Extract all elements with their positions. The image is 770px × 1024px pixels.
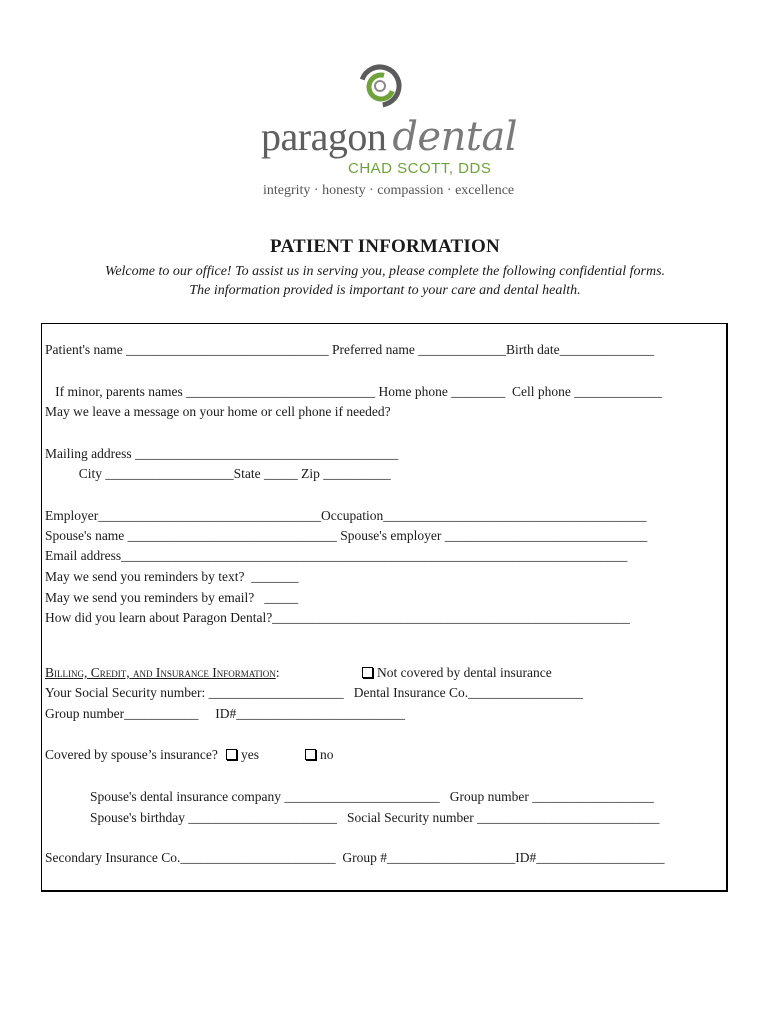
logo-tagline: integrity · honesty · compassion · excellence (263, 183, 515, 198)
paragon-dental-logo (250, 62, 530, 207)
intro-line-2: The information provided is important to your care and dental health. (189, 283, 581, 298)
covered-no-checkbox[interactable] (305, 749, 316, 760)
covered-yes-label: yes (241, 747, 259, 762)
not-covered-option[interactable] (362, 665, 552, 681)
group-id-line[interactable]: Group number___________ ID#_________________________ (45, 706, 405, 721)
email-address-line[interactable]: Email address___________________________________________________________________________ (45, 548, 628, 563)
patient-name-line[interactable]: Patient's name ______________________________ Preferred name _____________Birth date______________ (45, 342, 655, 357)
covered-yes-checkbox[interactable] (226, 749, 237, 760)
spouse-name-line[interactable]: Spouse's name _______________________________ Spouse's employer ______________________________ (45, 528, 648, 543)
spouse-insurance-line[interactable]: Spouse's dental insurance company _______________________ Group number __________________ (90, 789, 654, 804)
covered-yes-option[interactable] (226, 747, 259, 763)
parents-phone-line[interactable]: If minor, parents names ____________________________ Home phone ________ Cell phone _____________ (45, 384, 663, 399)
leave-message-line[interactable]: May we leave a message on your home or cell phone if needed? (45, 404, 391, 419)
city-state-zip-line[interactable]: City ___________________State _____ Zip __________ (45, 466, 391, 481)
covered-no-label: no (320, 747, 334, 762)
intro-line-1: Welcome to our office! To assist us in serving you, please complete the following confidential forms. (104, 264, 666, 279)
not-covered-checkbox[interactable] (362, 667, 373, 678)
text-reminders-line[interactable]: May we send you reminders by text? _______ (45, 569, 299, 584)
covered-no-option[interactable] (305, 747, 334, 763)
billing-heading (45, 665, 280, 681)
billing-heading-text: Billing, Credit, and Insurance Information (45, 665, 276, 680)
logo-swirl-icon (356, 62, 404, 110)
page-title: PATIENT INFORMATION (270, 236, 500, 257)
logo-word-paragon: paragon (261, 114, 387, 159)
billing-heading-colon: : (275, 665, 280, 680)
logo-word-dental: dental (392, 114, 518, 160)
logo-doctor-name: CHAD SCOTT, DDS (348, 160, 492, 177)
secondary-insurance-line[interactable]: Secondary Insurance Co._______________________ Group #___________________ID#___________________ (45, 850, 665, 865)
logo-wordmark (261, 114, 517, 160)
referral-source-line[interactable]: How did you learn about Paragon Dental?_____________________________________________________ (45, 610, 630, 625)
email-reminders-line[interactable]: May we send you reminders by email? _____ (45, 590, 299, 605)
patient-info-form (41, 323, 728, 892)
not-covered-label: Not covered by dental insurance (377, 665, 552, 680)
mailing-address-line[interactable]: Mailing address _______________________________________ (45, 446, 399, 461)
employer-line[interactable]: Employer_________________________________Occupation_______________________________________ (45, 508, 647, 523)
ssn-insurance-line[interactable]: Your Social Security number: ____________________ Dental Insurance Co._________________ (45, 685, 583, 700)
spouse-birthday-line[interactable]: Spouse's birthday ______________________ Social Security number ___________________________ (90, 810, 660, 825)
covered-by-spouse-label: Covered by spouse’s insurance? (45, 747, 218, 762)
